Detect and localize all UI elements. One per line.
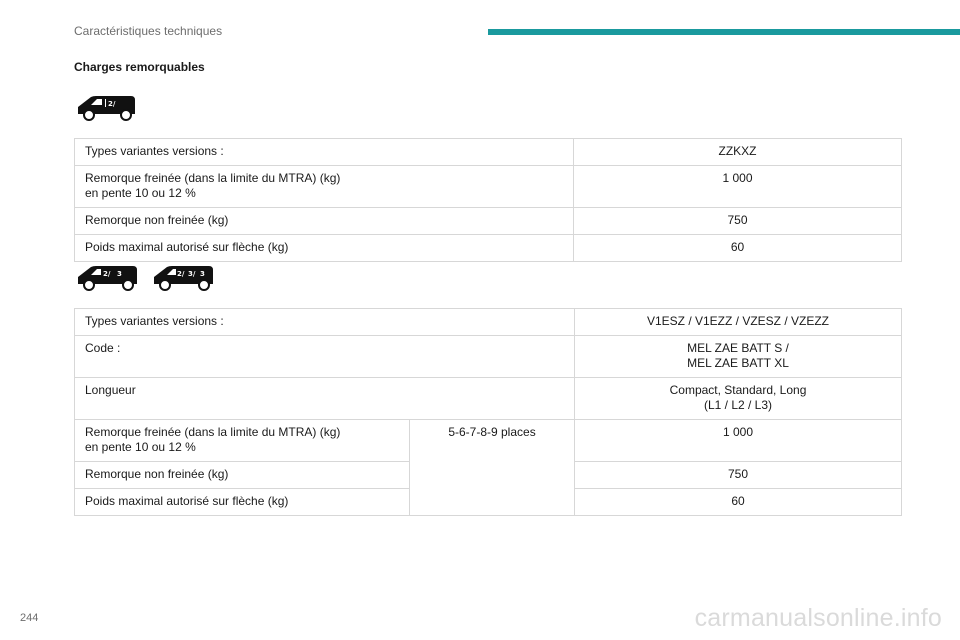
towing-table-2 <box>74 308 902 516</box>
row-value: MEL ZAE BATT S / MEL ZAE BATT XL <box>575 336 902 378</box>
row-value: 60 <box>575 489 902 516</box>
svg-text:2/: 2/ <box>108 100 116 108</box>
table-row <box>75 309 902 336</box>
towing-table-1 <box>74 138 902 262</box>
table-row <box>75 139 902 166</box>
svg-text:3/: 3/ <box>188 270 196 278</box>
row-value: ZZKXZ <box>574 139 902 166</box>
van-3-seat-rows-icon <box>152 262 216 292</box>
table-row <box>75 420 902 462</box>
table-row <box>75 166 902 208</box>
van-short-2-seats-icon <box>76 92 138 122</box>
row-label: Remorque non freinée (kg) <box>75 462 410 489</box>
row-value: V1ESZ / V1EZZ / VZESZ / VZEZZ <box>575 309 902 336</box>
watermark: carmanualsonline.info <box>694 604 942 632</box>
row-label: Poids maximal autorisé sur flèche (kg) <box>75 235 574 262</box>
page-number: 244 <box>20 612 39 624</box>
row-label: Remorque freinée (dans la limite du MTRA) (kg) en pente 10 ou 12 % <box>75 166 574 208</box>
row-value: 750 <box>575 462 902 489</box>
row-value: 750 <box>574 208 902 235</box>
table-row <box>75 378 902 420</box>
running-header: Caractéristiques techniques <box>74 24 223 38</box>
block1-icon-row <box>76 92 138 122</box>
svg-text:2/: 2/ <box>103 270 111 278</box>
row-value: 1 000 <box>574 166 902 208</box>
row-label: Remorque non freinée (kg) <box>75 208 574 235</box>
van-2-seat-rows-icon <box>76 262 140 292</box>
row-value: 1 000 <box>575 420 902 462</box>
svg-text:3: 3 <box>200 270 205 278</box>
table-row <box>75 208 902 235</box>
table-row <box>75 336 902 378</box>
row-label: Poids maximal autorisé sur flèche (kg) <box>75 489 410 516</box>
row-label: Code : <box>75 336 575 378</box>
row-label: Longueur <box>75 378 575 420</box>
table-row <box>75 235 902 262</box>
row-value: 60 <box>574 235 902 262</box>
row-value: Compact, Standard, Long (L1 / L2 / L3) <box>575 378 902 420</box>
places-cell: 5-6-7-8-9 places <box>410 420 575 516</box>
header-accent-bar <box>488 29 960 35</box>
row-label: Types variantes versions : <box>75 139 574 166</box>
block2-icon-row <box>76 262 216 292</box>
row-label: Remorque freinée (dans la limite du MTRA) (kg) en pente 10 ou 12 % <box>75 420 410 462</box>
row-label: Types variantes versions : <box>75 309 575 336</box>
svg-text:2/: 2/ <box>177 270 185 278</box>
section-heading: Charges remorquables <box>74 60 205 74</box>
svg-text:3: 3 <box>117 270 122 278</box>
